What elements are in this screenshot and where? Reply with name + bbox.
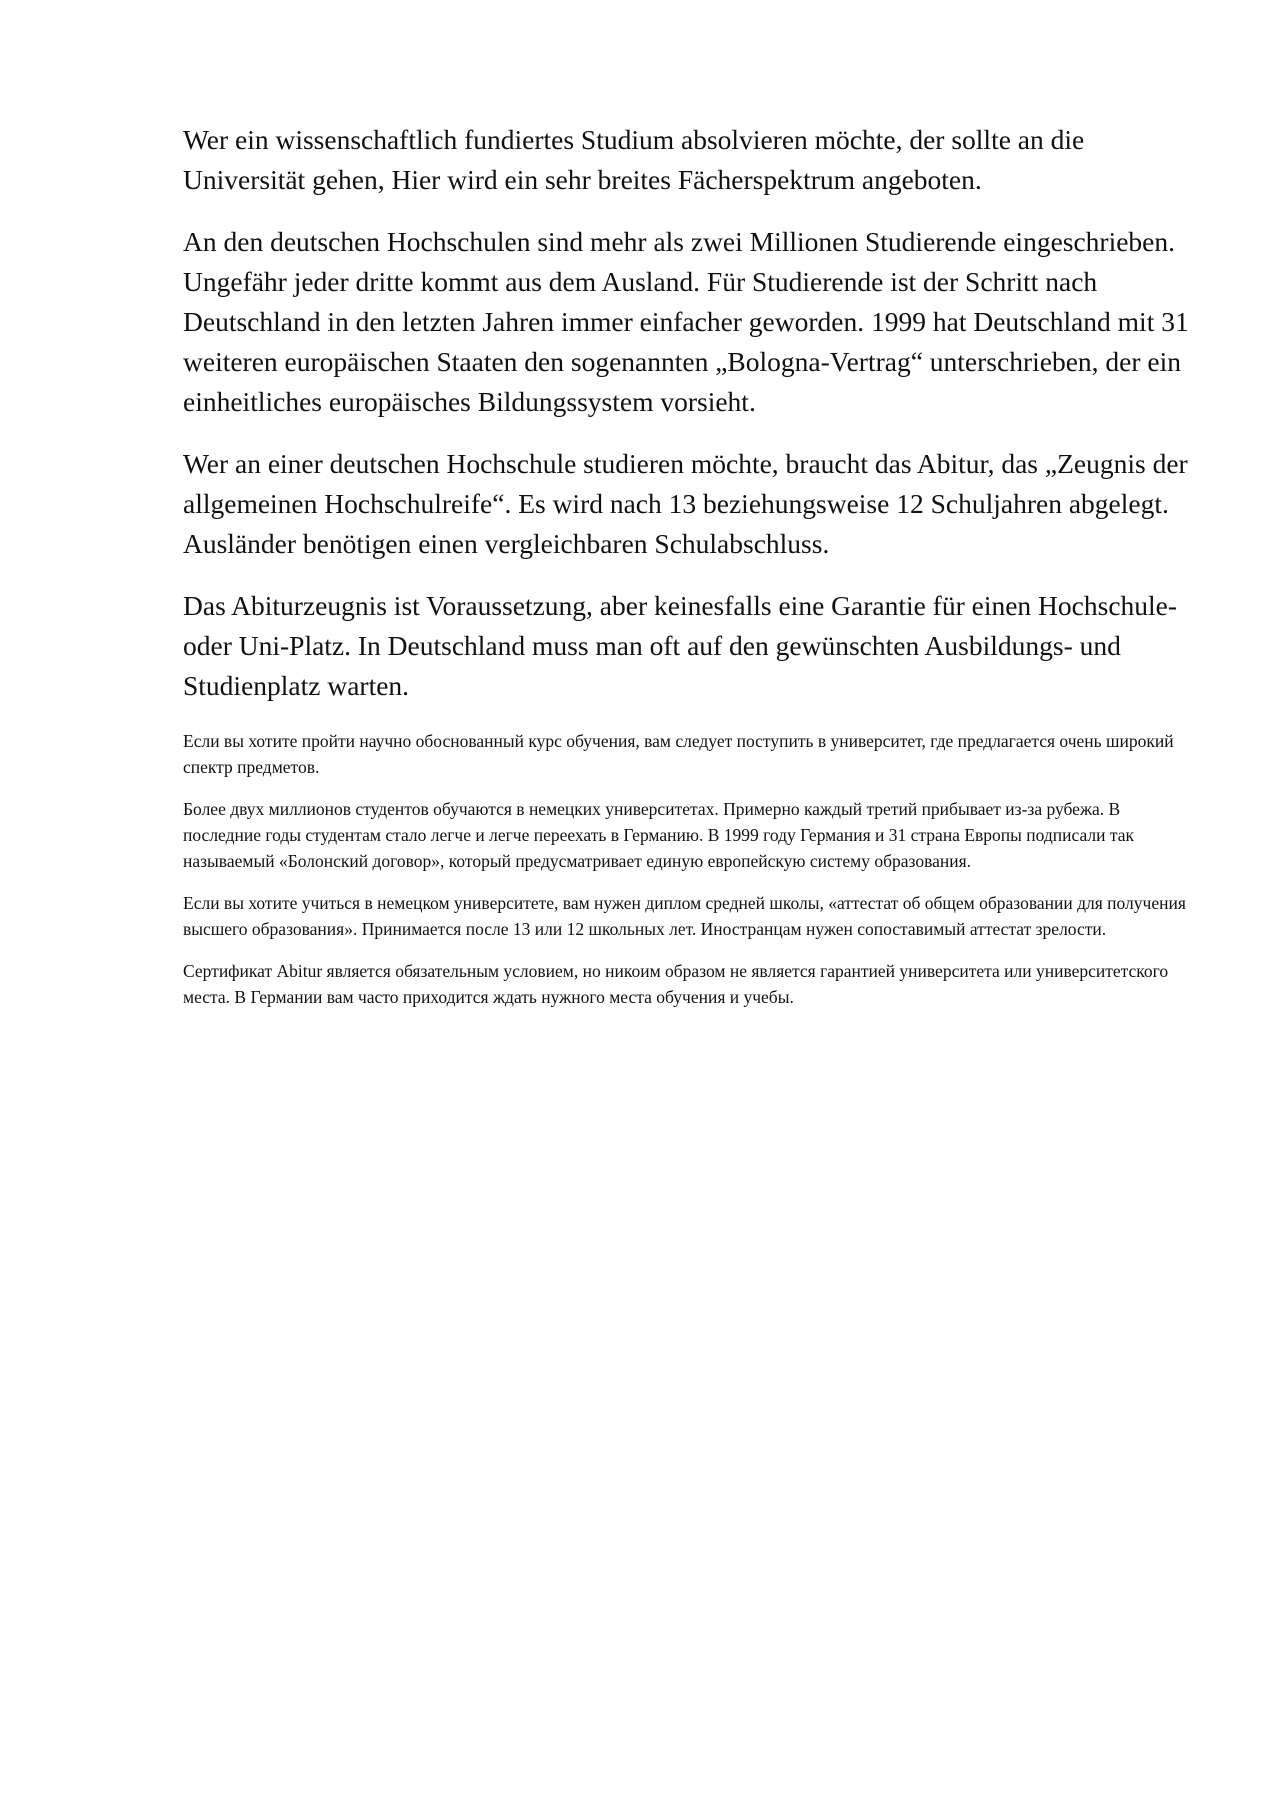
german-paragraph-2: An den deutschen Hochschulen sind mehr als zwei Millionen Studierende eingeschrieben. Ungefähr jeder dritte kommt aus dem Ausland. Für Studierende ist der Schritt nach Deutschland in den letzten Jahren immer einfacher geworden. 1999 hat Deutschland mit 31 weiteren europäischen Staaten den sogenannten „Bologna-Vertrag“ unterschrieben, der ein einheitliches europäisches Bildungssystem vorsieht. [183, 226, 1189, 417]
russian-paragraph-2: Более двух миллионов студентов обучаются в немецких университетах. Примерно каждый третий прибывает из-за рубежа. В последние годы студентам стало легче и легче переехать в Германию. В 1999 году Германия и 31 страна Европы подписали так называемый «Болонский договор», который предусматривает единую европейскую систему образования. [183, 799, 1135, 871]
russian-paragraph-3: Если вы хотите учиться в немецком университете, вам нужен диплом средней школы, «аттестат об общем образовании для получения высшего образования». Принимается после 13 или 12 школьных лет. Иностранцам нужен сопоставимый аттестат зрелости. [183, 893, 1186, 939]
german-paragraph-4: Das Abiturzeugnis ist Voraussetzung, aber keinesfalls eine Garantie für einen Hochschule- oder Uni-Platz. In Deutschland muss man oft auf den gewünschten Ausbildungs- und Studienplatz warten. [183, 590, 1178, 701]
russian-paragraph-1: Если вы хотите пройти научно обоснованный курс обучения, вам следует поступить в университет, где предлагается очень широкий спектр предметов. [183, 731, 1174, 777]
german-text-section [183, 120, 1193, 706]
document-page [183, 120, 1193, 1026]
german-paragraph-1: Wer ein wissenschaftlich fundiertes Studium absolvieren möchte, der sollte an die Universität gehen, Hier wird ein sehr breites Fächerspektrum angeboten. [183, 124, 1085, 195]
russian-paragraph-4: Сертификат Abitur является обязательным условием, но никоим образом не является гарантией университета или университетского места. В Германии вам часто приходится ждать нужного места обучения и учебы. [183, 961, 1169, 1007]
german-paragraph-3: Wer an einer deutschen Hochschule studieren möchte, braucht das Abitur, das „Zeugnis der allgemeinen Hochschulreife“. Es wird nach 13 beziehungsweise 12 Schuljahren abgelegt. Ausländer benötigen einen vergleichbaren Schulabschluss. [183, 448, 1188, 559]
russian-translation-section [183, 728, 1193, 1010]
